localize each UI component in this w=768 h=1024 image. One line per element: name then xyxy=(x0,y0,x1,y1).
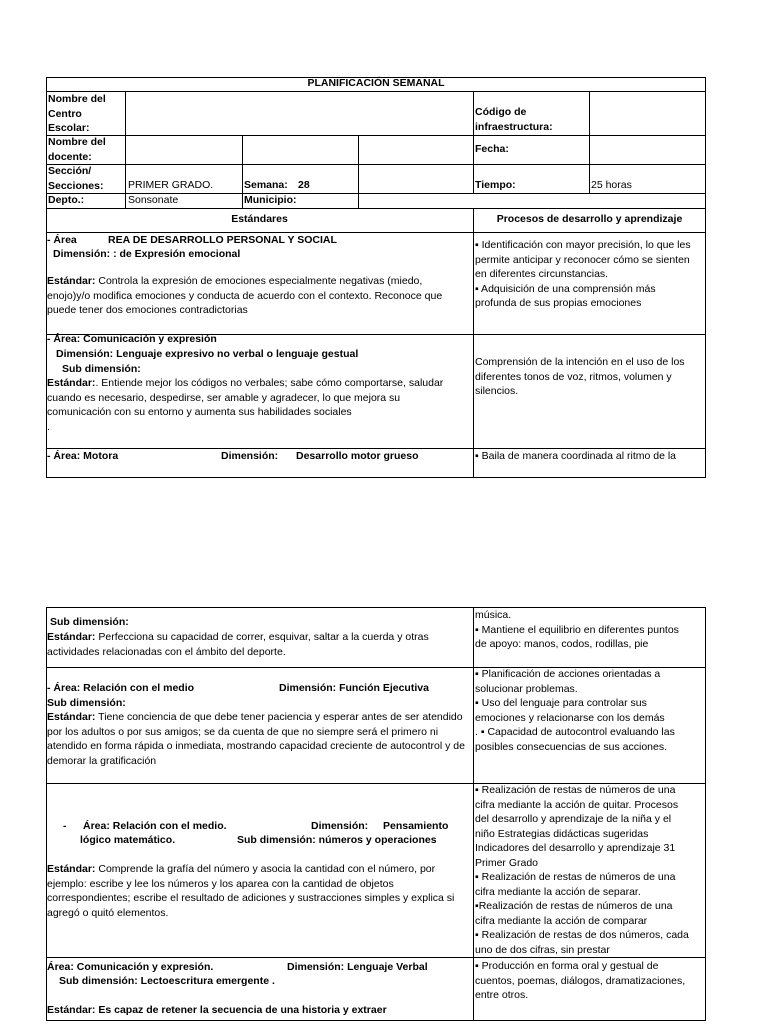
col-divider xyxy=(473,208,474,478)
area-name: REA DE DESARROLLO PERSONAL Y SOCIAL xyxy=(108,234,337,246)
row-divider xyxy=(46,135,706,136)
standard-text: Estándar:. Entiende mejor los códigos no verbales; sabe cómo comportarse, saludar cuando es necesario, despedirse, ser amable y agradecer, lo que mejora su comunicación con su entorno y aumenta sus habilidades sociales . xyxy=(47,377,444,433)
subdimension-line: Sub dimensión: xyxy=(47,697,126,709)
row-divider xyxy=(46,208,706,209)
standard-line: Estándar: Es capaz de retener la secuencia de una historia y extraer xyxy=(47,1004,387,1016)
row-divider xyxy=(46,91,706,92)
process-list: ▪ Producción en forma oral y gestual de cuentos, poemas, diálogos, dramatizaciones, entre otros. xyxy=(475,960,686,1001)
dimension-value: Desarrollo motor grueso xyxy=(296,450,419,462)
col-divider xyxy=(473,91,474,193)
process-item: ▪ Baila de manera coordinada al ritmo de la xyxy=(475,450,677,462)
semana-value: 28 xyxy=(298,179,310,191)
dimension-line: Dimensión: Lenguaje expresivo no verbal o lenguaje gestual xyxy=(56,348,359,360)
fecha-label: Fecha: xyxy=(475,143,509,155)
docente-label: Nombre del docente: xyxy=(48,136,106,163)
process-list: ▪ Planificación de acciones orientadas a solucionar problemas. ▪ Uso del lenguaje para controlar sus emociones y relacionarse con los demás . ▪ Capacidad de autocontrol evaluando las posibles consecuencias de sus acciones. xyxy=(475,668,675,753)
process-list: Comprensión de la intención en el uso de los diferentes tonos de voz, ritmos, volumen y silencios. xyxy=(475,356,685,397)
row-divider xyxy=(46,957,706,958)
semana-label: Semana: xyxy=(244,179,288,191)
subdimension-line: Sub dimensión: xyxy=(62,363,141,375)
codigo-label: Código de infraestructura: xyxy=(475,106,553,133)
standards-column-header: Estándares xyxy=(231,213,288,225)
seccion-value: PRIMER GRADO. xyxy=(128,179,214,191)
subdimension-line: Sub dimensión: xyxy=(50,616,129,628)
area-line: - Área: Comunicación y expresión xyxy=(47,333,217,345)
tiempo-label: Tiempo: xyxy=(475,179,516,191)
centro-label: Nombre del Centro Escolar: xyxy=(48,93,106,134)
standard-text: Estándar: Perfecciona su capacidad de correr, esquivar, saltar a la cuerda y otras actividades relacionadas con el ámbito del deporte. xyxy=(47,631,429,658)
dimension-value-continued: lógico matemático. xyxy=(80,834,176,846)
tiempo-value: 25 horas xyxy=(591,179,632,191)
row-divider xyxy=(46,164,706,165)
standard-text: Estándar: Tiene conciencia de que debe tener paciencia y esperar antes de ser atendido por los adultos o por sus amigos; se da cuenta de que no siempre será el primero ni atendido en forma rápida o inmediata, mostrando capacidad creciente de autocontrol y de demorar la gratificación xyxy=(47,711,465,767)
standard-text: Estándar: Comprende la grafía del número y asocia la cantidad con el número, por ejemplo: escribe y lee los números y los aparea con la cantidad de objetos correspondientes; escribe el resultado de adiciones y sustracciones simples y explica si agregó o quitó elementos. xyxy=(47,863,455,919)
dimension-label: Dimensión: xyxy=(221,450,279,462)
area-line: Área: Relación con el medio. xyxy=(83,820,227,832)
dimension-value: Pensamiento xyxy=(383,820,449,832)
subdimension-line: Sub dimensión: Lectoescritura emergente . xyxy=(59,975,275,987)
area-label: - Área xyxy=(47,234,77,246)
area-line: - Área: Motora xyxy=(47,450,119,462)
subdimension-line: Sub dimensión: números y operaciones xyxy=(237,834,437,846)
depto-label: Depto.: xyxy=(48,194,85,206)
standard-text: Estándar: Controla la expresión de emociones especialmente negativas (miedo, enojo)y/o modifica emociones y conducta de acuerdo con el contexto. Reconoce que puede tener dos emociones contradictorias xyxy=(47,275,443,316)
process-list: ▪ Identificación con mayor precisión, lo que les permite anticipar y reconocer cómo se sienten en diferentes circunstancias. ▪ Adquisición de una comprensión más profunda de sus propias emociones xyxy=(475,239,691,309)
area-line: Área: Comunicación y expresión. xyxy=(47,961,214,973)
page-title: PLANIFICACIÓN SEMANAL xyxy=(307,77,445,89)
processes-column-header: Procesos de desarrollo y aprendizaje xyxy=(496,213,683,225)
bullet-dash: - xyxy=(63,820,67,832)
process-list: ▪ Realización de restas de números de una cifra mediante la acción de quitar. Procesos del desarrollo y aprendizaje de la niña y el niño Estrategias didácticas sugeridas Indicadores del desarrollo y aprendizaje 31 Primer Grado ▪ Realización de restas de números de una cifra mediante la acción de separar. ▪Realización de restas de números de una cifra mediante la acción de comparar ▪ Realización de restas de dos números, cada uno de dos cifras, sin prestar xyxy=(475,784,689,956)
dimension-line: Dimensión: Lenguaje Verbal xyxy=(287,961,428,973)
area-line: - Área: Relación con el medio xyxy=(47,682,195,694)
process-list: música. ▪ Mantiene el equilibrio en diferentes puntos de apoyo: manos, codos, rodillas, pie xyxy=(475,609,679,650)
col-divider xyxy=(473,607,474,1021)
col-divider xyxy=(358,135,359,208)
depto-value: Sonsonate xyxy=(128,194,179,206)
dimension-line: Dimensión: Función Ejecutiva xyxy=(279,682,429,694)
col-divider xyxy=(242,135,243,208)
col-divider xyxy=(589,91,590,193)
page-gap xyxy=(0,480,768,607)
dimension-line: Dimensión: : de Expresión emocional xyxy=(53,248,241,260)
seccion-label: Sección/ Secciones: xyxy=(48,165,104,192)
municipio-label: Municipio: xyxy=(244,194,297,206)
col-divider xyxy=(125,91,126,208)
dimension-label: Dimensión: xyxy=(311,820,369,832)
